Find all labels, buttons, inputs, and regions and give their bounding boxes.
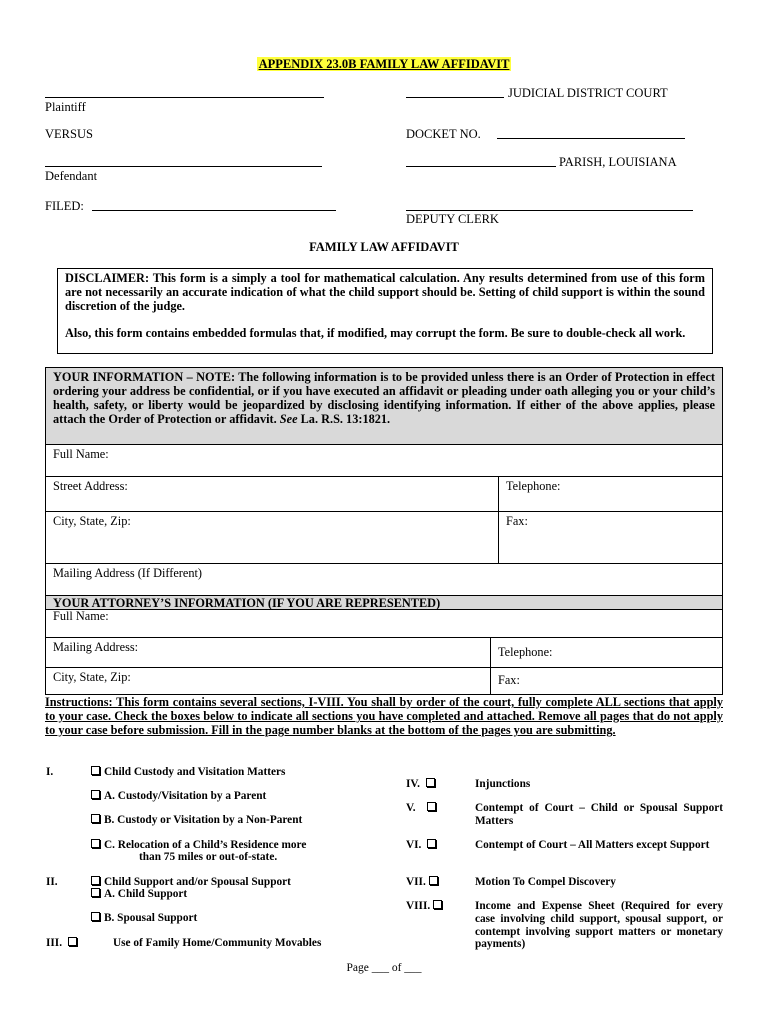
checkbox-icon[interactable] — [91, 766, 100, 775]
docket-no-line[interactable] — [497, 138, 685, 139]
street-address-label: Street Address: — [53, 479, 128, 493]
section-vii-label: Motion To Compel Discovery — [475, 876, 616, 888]
fax-label: Fax: — [506, 514, 528, 528]
section-ii-item[interactable]: Child Support and/or Spousal Support — [91, 876, 291, 889]
full-name-label: Full Name: — [53, 447, 109, 461]
note-cite: La. R.S. 13:1821. — [300, 411, 391, 426]
checkbox-icon[interactable] — [91, 839, 100, 848]
your-information-note — [45, 367, 723, 445]
disclaimer-box — [57, 268, 713, 354]
checkbox-icon[interactable] — [91, 888, 100, 897]
judicial-district-court-label: JUDICIAL DISTRICT COURT — [508, 86, 668, 100]
docket-no-label: DOCKET NO. — [406, 127, 481, 141]
note-lead: YOUR INFORMATION – NOTE: The following information is to be provided unless there is an Order of Protection in effect ordering your address be confidential, or if you have executed an affidavit or pleading under oath alleging you or your child’s health, safety, or liberty would be jeopardized by disclosing identifying information. If either of the above applies, please attach the Order of Protection or affidavit. — [53, 370, 715, 426]
checkbox-icon[interactable] — [91, 912, 100, 921]
section-i-b-item[interactable]: B. Custody or Visitation by a Non-Parent — [91, 814, 302, 827]
telephone-field[interactable] — [498, 476, 723, 512]
instructions-text: Instructions: This form contains several sections, I-VIII. You shall by order of the court, fully complete ALL sections that apply to your case. Check the boxes below to indicate all sections you have completed and attached. Remove all pages that do not apply to your case before submission. Fill in the page number blanks at the bottom of the pages you are submitting. — [45, 695, 723, 738]
checkbox-icon[interactable] — [427, 839, 436, 848]
checkbox-icon[interactable] — [426, 778, 435, 787]
mailing-address-field[interactable] — [45, 563, 723, 596]
attorney-mailing-address-field[interactable] — [45, 637, 491, 668]
form-heading: FAMILY LAW AFFIDAVIT — [309, 240, 459, 254]
section-viii-item[interactable]: VIII. — [406, 900, 446, 913]
full-name-field[interactable] — [45, 444, 723, 477]
checkbox-icon[interactable] — [91, 876, 100, 885]
checkbox-icon[interactable] — [433, 900, 442, 909]
attorney-telephone-label: Telephone: — [498, 645, 553, 659]
city-state-zip-field[interactable] — [45, 511, 499, 564]
attorney-full-name-label: Full Name: — [53, 609, 109, 623]
defendant-label: Defendant — [45, 169, 98, 183]
section-i-a-item[interactable]: A. Custody/Visitation by a Parent — [91, 790, 266, 803]
filed-line[interactable] — [92, 210, 336, 211]
checkbox-icon[interactable] — [427, 802, 436, 811]
disclaimer-paragraph-2: Also, this form contains embedded formulas that, if modified, may corrupt the form. Be sure to double-check all work. — [65, 326, 686, 341]
attorney-fax-label: Fax: — [498, 673, 520, 687]
section-vii-item[interactable]: VII. — [406, 876, 442, 889]
attorney-city-state-zip-label: City, State, Zip: — [53, 670, 131, 684]
attorney-full-name-field[interactable] — [45, 609, 723, 638]
section-ii-b-item[interactable]: B. Spousal Support — [91, 912, 197, 925]
attorney-fax-field[interactable] — [490, 667, 723, 695]
document-title: APPENDIX 23.0B FAMILY LAW AFFIDAVIT — [258, 57, 510, 71]
section-vi-item[interactable]: VI. — [406, 839, 440, 852]
checkbox-icon[interactable] — [91, 790, 100, 799]
deputy-clerk-label: DEPUTY CLERK — [406, 212, 499, 226]
checkbox-icon[interactable] — [68, 937, 77, 946]
page-number-footer: Page ___ of ___ — [346, 962, 422, 974]
note-see: See — [279, 411, 298, 426]
defendant-line[interactable] — [45, 166, 322, 167]
parish-line[interactable] — [406, 166, 556, 167]
attorney-information-header: YOUR ATTORNEY’S INFORMATION (IF YOU ARE REPRESENTED) — [45, 595, 723, 610]
plaintiff-label: Plaintiff — [45, 100, 86, 114]
section-i-c-item[interactable]: C. Relocation of a Child’s Residence more — [91, 839, 306, 852]
section-v-item[interactable]: V. — [406, 802, 440, 815]
plaintiff-line[interactable] — [45, 97, 324, 98]
fax-field[interactable] — [498, 511, 723, 564]
disclaimer-paragraph-1: DISCLAIMER: This form is a simply a tool for mathematical calculation. Any results determined from use of this form are not necessarily an accurate indication of what the child support should be. Setting of child support is within the sound discretion of the judge. — [65, 271, 705, 314]
district-number-line[interactable] — [406, 97, 504, 98]
section-i-c-continued: than 75 miles or out-of-state. — [139, 851, 278, 863]
deputy-clerk-line[interactable] — [406, 210, 693, 211]
street-address-field[interactable] — [45, 476, 499, 512]
attorney-city-state-zip-field[interactable] — [45, 667, 491, 695]
versus-label: VERSUS — [45, 127, 93, 141]
section-i-item[interactable]: Child Custody and Visitation Matters — [91, 766, 285, 779]
section-iv-item[interactable]: IV. — [406, 778, 439, 791]
filed-label: FILED: — [45, 199, 84, 213]
checkbox-icon[interactable] — [429, 876, 438, 885]
section-iii-item[interactable]: III. — [46, 937, 81, 950]
mailing-address-label: Mailing Address (If Different) — [53, 566, 203, 580]
section-ii-number: II. — [46, 876, 58, 888]
section-vi-label: Contempt of Court – All Matters except Support — [475, 839, 710, 851]
section-iv-label: Injunctions — [475, 778, 531, 790]
telephone-label: Telephone: — [506, 479, 561, 493]
city-state-zip-label: City, State, Zip: — [53, 514, 131, 528]
attorney-telephone-field[interactable] — [490, 637, 723, 668]
section-v-label: Contempt of Court – Child or Spousal Support Matters — [475, 802, 723, 827]
section-viii-label: Income and Expense Sheet (Required for every case involving child support, spousal support, or contempt involving support matters or monetary payments) — [475, 900, 723, 951]
section-ii-a-item[interactable]: A. Child Support — [91, 888, 187, 901]
section-iii-label: Use of Family Home/Community Movables — [113, 937, 322, 949]
attorney-mailing-address-label: Mailing Address: — [53, 640, 139, 654]
parish-louisiana-label: PARISH, LOUISIANA — [559, 155, 677, 169]
section-i-number: I. — [46, 766, 54, 778]
checkbox-icon[interactable] — [91, 814, 100, 823]
